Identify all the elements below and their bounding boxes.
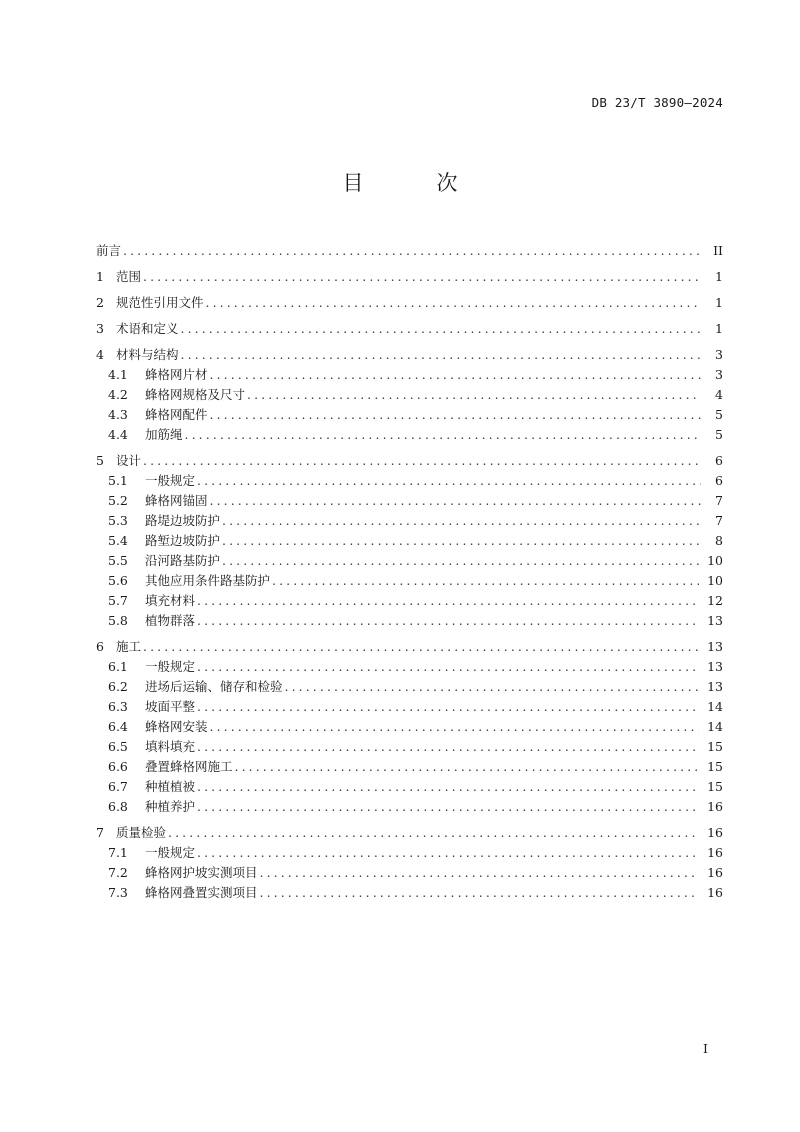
toc-entry-number: 4.4 xyxy=(108,427,128,442)
toc-leader-dots xyxy=(143,269,701,284)
toc-entry[interactable] xyxy=(96,697,723,717)
toc-entry[interactable] xyxy=(96,823,723,843)
toc-entry[interactable] xyxy=(96,883,723,903)
toc-entry-label xyxy=(96,319,179,337)
toc-entry-page: 16 xyxy=(707,885,723,900)
toc-leader-dots xyxy=(260,885,700,900)
toc-entry[interactable] xyxy=(96,241,723,261)
toc-entry-number: 5 xyxy=(96,453,104,468)
toc-entry[interactable] xyxy=(96,551,723,571)
toc-entry-number: 6.2 xyxy=(108,679,128,694)
toc-entry-page: 1 xyxy=(715,295,723,310)
toc-leader-dots xyxy=(235,759,700,774)
toc-entry-number: 5.3 xyxy=(108,513,128,528)
toc-leader-dots xyxy=(197,593,699,608)
toc-entry-number: 6.4 xyxy=(108,719,128,734)
toc-entry-page: 15 xyxy=(707,739,723,754)
toc-entry-page: 6 xyxy=(715,453,723,468)
toc-entry-title: 质量检验 xyxy=(116,825,167,840)
toc-entry-title: 蜂格网叠置实测项目 xyxy=(145,885,258,900)
toc-entry-title: 种植养护 xyxy=(145,799,196,814)
toc-entry-page: 16 xyxy=(707,799,723,814)
toc-entry-page: 5 xyxy=(715,407,723,422)
document-code: DB 23/T 3890—2024 xyxy=(591,95,723,110)
toc-entry-label xyxy=(96,717,208,735)
toc-entry-number: 6.6 xyxy=(108,759,128,774)
toc-entry-page: 7 xyxy=(715,493,723,508)
toc-leader-dots xyxy=(222,513,701,528)
toc-entry[interactable] xyxy=(96,863,723,883)
toc-entry-title: 施工 xyxy=(116,639,142,654)
toc-entry-number: 6 xyxy=(96,639,104,654)
toc-entry-label xyxy=(96,637,141,655)
toc-entry-label xyxy=(96,405,208,423)
toc-leader-dots xyxy=(285,679,700,694)
toc-entry-page: 15 xyxy=(707,759,723,774)
toc-entry[interactable] xyxy=(96,797,723,817)
toc-entry-title: 其他应用条件路基防护 xyxy=(145,573,271,588)
toc-entry[interactable] xyxy=(96,319,723,339)
toc-entry[interactable] xyxy=(96,777,723,797)
toc-entry-label xyxy=(96,345,179,363)
toc-entry[interactable] xyxy=(96,611,723,631)
toc-entry-label xyxy=(96,471,195,489)
toc-leader-dots xyxy=(197,699,699,714)
toc-entry-number: 7 xyxy=(96,825,104,840)
toc-entry-label xyxy=(96,267,141,285)
page-number: I xyxy=(703,1041,708,1056)
toc-entry-title: 叠置蜂格网施工 xyxy=(145,759,233,774)
toc-entry-title: 坡面平整 xyxy=(145,699,196,714)
toc-entry-page: 10 xyxy=(707,553,723,568)
toc-entry-title: 蜂格网配件 xyxy=(145,407,208,422)
toc-entry-number: 7.1 xyxy=(108,845,128,860)
toc-entry-title: 路堑边坡防护 xyxy=(145,533,221,548)
toc-entry-title: 蜂格网护坡实测项目 xyxy=(145,865,258,880)
toc-entry-page: 14 xyxy=(707,719,723,734)
toc-entry-page: 13 xyxy=(707,639,723,654)
toc-entry[interactable] xyxy=(96,757,723,777)
toc-entry-number: 7.3 xyxy=(108,885,128,900)
toc-entry[interactable] xyxy=(96,737,723,757)
toc-entry[interactable] xyxy=(96,657,723,677)
toc-entry-title: 填料填充 xyxy=(145,739,196,754)
toc-entry[interactable] xyxy=(96,471,723,491)
toc-leader-dots xyxy=(197,659,699,674)
toc-entry-label xyxy=(96,843,195,861)
toc-entry-number: 6.3 xyxy=(108,699,128,714)
toc-leader-dots xyxy=(260,865,700,880)
toc-entry-number: 3 xyxy=(96,321,104,336)
toc-leader-dots xyxy=(197,613,699,628)
toc-entry-title: 一般规定 xyxy=(145,473,196,488)
toc-entry-title: 加筋绳 xyxy=(145,427,183,442)
toc-entry-label xyxy=(96,451,141,469)
toc-leader-dots xyxy=(181,321,701,336)
toc-entry[interactable] xyxy=(96,677,723,697)
toc-entry[interactable] xyxy=(96,293,723,313)
toc-leader-dots xyxy=(197,739,699,754)
toc-entry-number: 6.7 xyxy=(108,779,128,794)
toc-leader-dots xyxy=(197,799,699,814)
toc-entry-title: 设计 xyxy=(116,453,142,468)
toc-entry-page: 12 xyxy=(707,593,723,608)
toc-entry-number: 5.8 xyxy=(108,613,128,628)
toc-leader-dots xyxy=(210,493,701,508)
toc-entry-label xyxy=(96,293,204,311)
toc-entry-label xyxy=(96,511,220,529)
toc-entry-page: 13 xyxy=(707,679,723,694)
toc-entry-label xyxy=(96,697,195,715)
toc-entry-number: 4 xyxy=(96,347,104,362)
toc-leader-dots xyxy=(197,473,701,488)
toc-entry-page: 3 xyxy=(715,347,723,362)
toc-entry-page: 1 xyxy=(715,321,723,336)
toc-entry-number: 5.1 xyxy=(108,473,128,488)
toc-entry-title: 种植植被 xyxy=(145,779,196,794)
toc-leader-dots xyxy=(247,387,701,402)
toc-entry[interactable] xyxy=(96,425,723,445)
toc-entry-page: 16 xyxy=(707,845,723,860)
toc-entry-label xyxy=(96,777,195,795)
toc-entry-number: 5.7 xyxy=(108,593,128,608)
toc-entry[interactable] xyxy=(96,571,723,591)
toc-entry-number: 6.5 xyxy=(108,739,128,754)
toc-entry-label xyxy=(96,531,220,549)
toc-entry-label xyxy=(96,677,283,695)
toc-leader-dots xyxy=(197,779,699,794)
toc-entry-number: 6.1 xyxy=(108,659,128,674)
toc-entry-page: 10 xyxy=(707,573,723,588)
toc-entry-title: 进场后运输、储存和检验 xyxy=(145,679,283,694)
toc-entry[interactable] xyxy=(96,451,723,471)
toc-entry-title: 蜂格网锚固 xyxy=(145,493,208,508)
toc-entry-page: 15 xyxy=(707,779,723,794)
toc-entry-title: 材料与结构 xyxy=(116,347,179,362)
toc-leader-dots xyxy=(185,427,701,442)
toc-entry[interactable] xyxy=(96,591,723,611)
toc-entry-label xyxy=(96,863,258,881)
toc-leader-dots xyxy=(168,825,699,840)
toc-entry-page: 4 xyxy=(715,387,723,402)
toc-entry-page: 13 xyxy=(707,659,723,674)
toc-entry-title: 前言 xyxy=(96,243,122,258)
toc-entry-label xyxy=(96,551,220,569)
toc-entry-title: 沿河路基防护 xyxy=(145,553,221,568)
toc-entry-label xyxy=(96,385,245,403)
toc-entry-number: 4.3 xyxy=(108,407,128,422)
toc-leader-dots xyxy=(206,295,701,310)
toc-entry-title: 蜂格网规格及尺寸 xyxy=(145,387,246,402)
toc-entry[interactable] xyxy=(96,531,723,551)
toc-entry-number: 5.6 xyxy=(108,573,128,588)
toc-entry-label xyxy=(96,737,195,755)
toc-entry[interactable] xyxy=(96,491,723,511)
toc-entry-number: 4.2 xyxy=(108,387,128,402)
toc-entry-number: 5.4 xyxy=(108,533,128,548)
toc-entry[interactable] xyxy=(96,267,723,287)
toc-entry[interactable] xyxy=(96,637,723,657)
toc-leader-dots xyxy=(222,533,701,548)
toc-entry-label xyxy=(96,571,270,589)
toc-entry-number: 7.2 xyxy=(108,865,128,880)
toc-entry-title: 一般规定 xyxy=(145,659,196,674)
toc-entry-title: 规范性引用文件 xyxy=(116,295,204,310)
toc-entry-label xyxy=(96,491,208,509)
toc-leader-dots xyxy=(222,553,699,568)
toc-entry-label xyxy=(96,365,208,383)
toc-entry-title: 范围 xyxy=(116,269,142,284)
toc-entry-page: 16 xyxy=(707,825,723,840)
toc-entry-number: 5.2 xyxy=(108,493,128,508)
toc-leader-dots xyxy=(210,719,700,734)
toc-entry-label xyxy=(96,883,258,901)
toc-entry-page: 6 xyxy=(715,473,723,488)
toc-entry[interactable] xyxy=(96,405,723,425)
toc-entry-number: 4.1 xyxy=(108,367,128,382)
toc-entry-page: 7 xyxy=(715,513,723,528)
toc-entry-page: 5 xyxy=(715,427,723,442)
toc-entry-title: 路堤边坡防护 xyxy=(145,513,221,528)
toc-entry-label xyxy=(96,241,121,259)
toc-entry-number: 1 xyxy=(96,269,104,284)
toc-leader-dots xyxy=(143,639,699,654)
toc-entry-label xyxy=(96,591,195,609)
table-of-contents xyxy=(96,241,723,903)
toc-entry-page: 3 xyxy=(715,367,723,382)
toc-entry-page: II xyxy=(713,243,723,258)
toc-entry-title: 术语和定义 xyxy=(116,321,179,336)
toc-entry-page: 1 xyxy=(715,269,723,284)
toc-entry[interactable] xyxy=(96,717,723,737)
toc-entry-number: 6.8 xyxy=(108,799,128,814)
toc-entry-page: 16 xyxy=(707,865,723,880)
page-title: 目 次 xyxy=(342,171,484,195)
toc-leader-dots xyxy=(197,845,699,860)
toc-leader-dots xyxy=(143,453,701,468)
toc-entry-label xyxy=(96,757,233,775)
toc-entry-number: 2 xyxy=(96,295,104,310)
toc-entry[interactable] xyxy=(96,385,723,405)
toc-entry[interactable] xyxy=(96,365,723,385)
toc-entry[interactable] xyxy=(96,511,723,531)
toc-leader-dots xyxy=(181,347,701,362)
toc-entry-title: 蜂格网片材 xyxy=(145,367,208,382)
toc-entry-page: 14 xyxy=(707,699,723,714)
toc-entry-label xyxy=(96,797,195,815)
toc-leader-dots xyxy=(210,367,701,382)
toc-entry-label xyxy=(96,611,195,629)
toc-entry-title: 蜂格网安装 xyxy=(145,719,208,734)
toc-entry-title: 植物群落 xyxy=(145,613,196,628)
toc-entry[interactable] xyxy=(96,345,723,365)
toc-entry-number: 5.5 xyxy=(108,553,128,568)
toc-entry-label xyxy=(96,823,166,841)
toc-leader-dots xyxy=(123,243,701,258)
toc-entry-title: 一般规定 xyxy=(145,845,196,860)
toc-entry-page: 8 xyxy=(715,533,723,548)
toc-entry[interactable] xyxy=(96,843,723,863)
toc-leader-dots xyxy=(272,573,699,588)
toc-entry-label xyxy=(96,657,195,675)
toc-entry-title: 填充材料 xyxy=(145,593,196,608)
toc-entry-page: 13 xyxy=(707,613,723,628)
toc-entry-label xyxy=(96,425,183,443)
toc-leader-dots xyxy=(210,407,701,422)
